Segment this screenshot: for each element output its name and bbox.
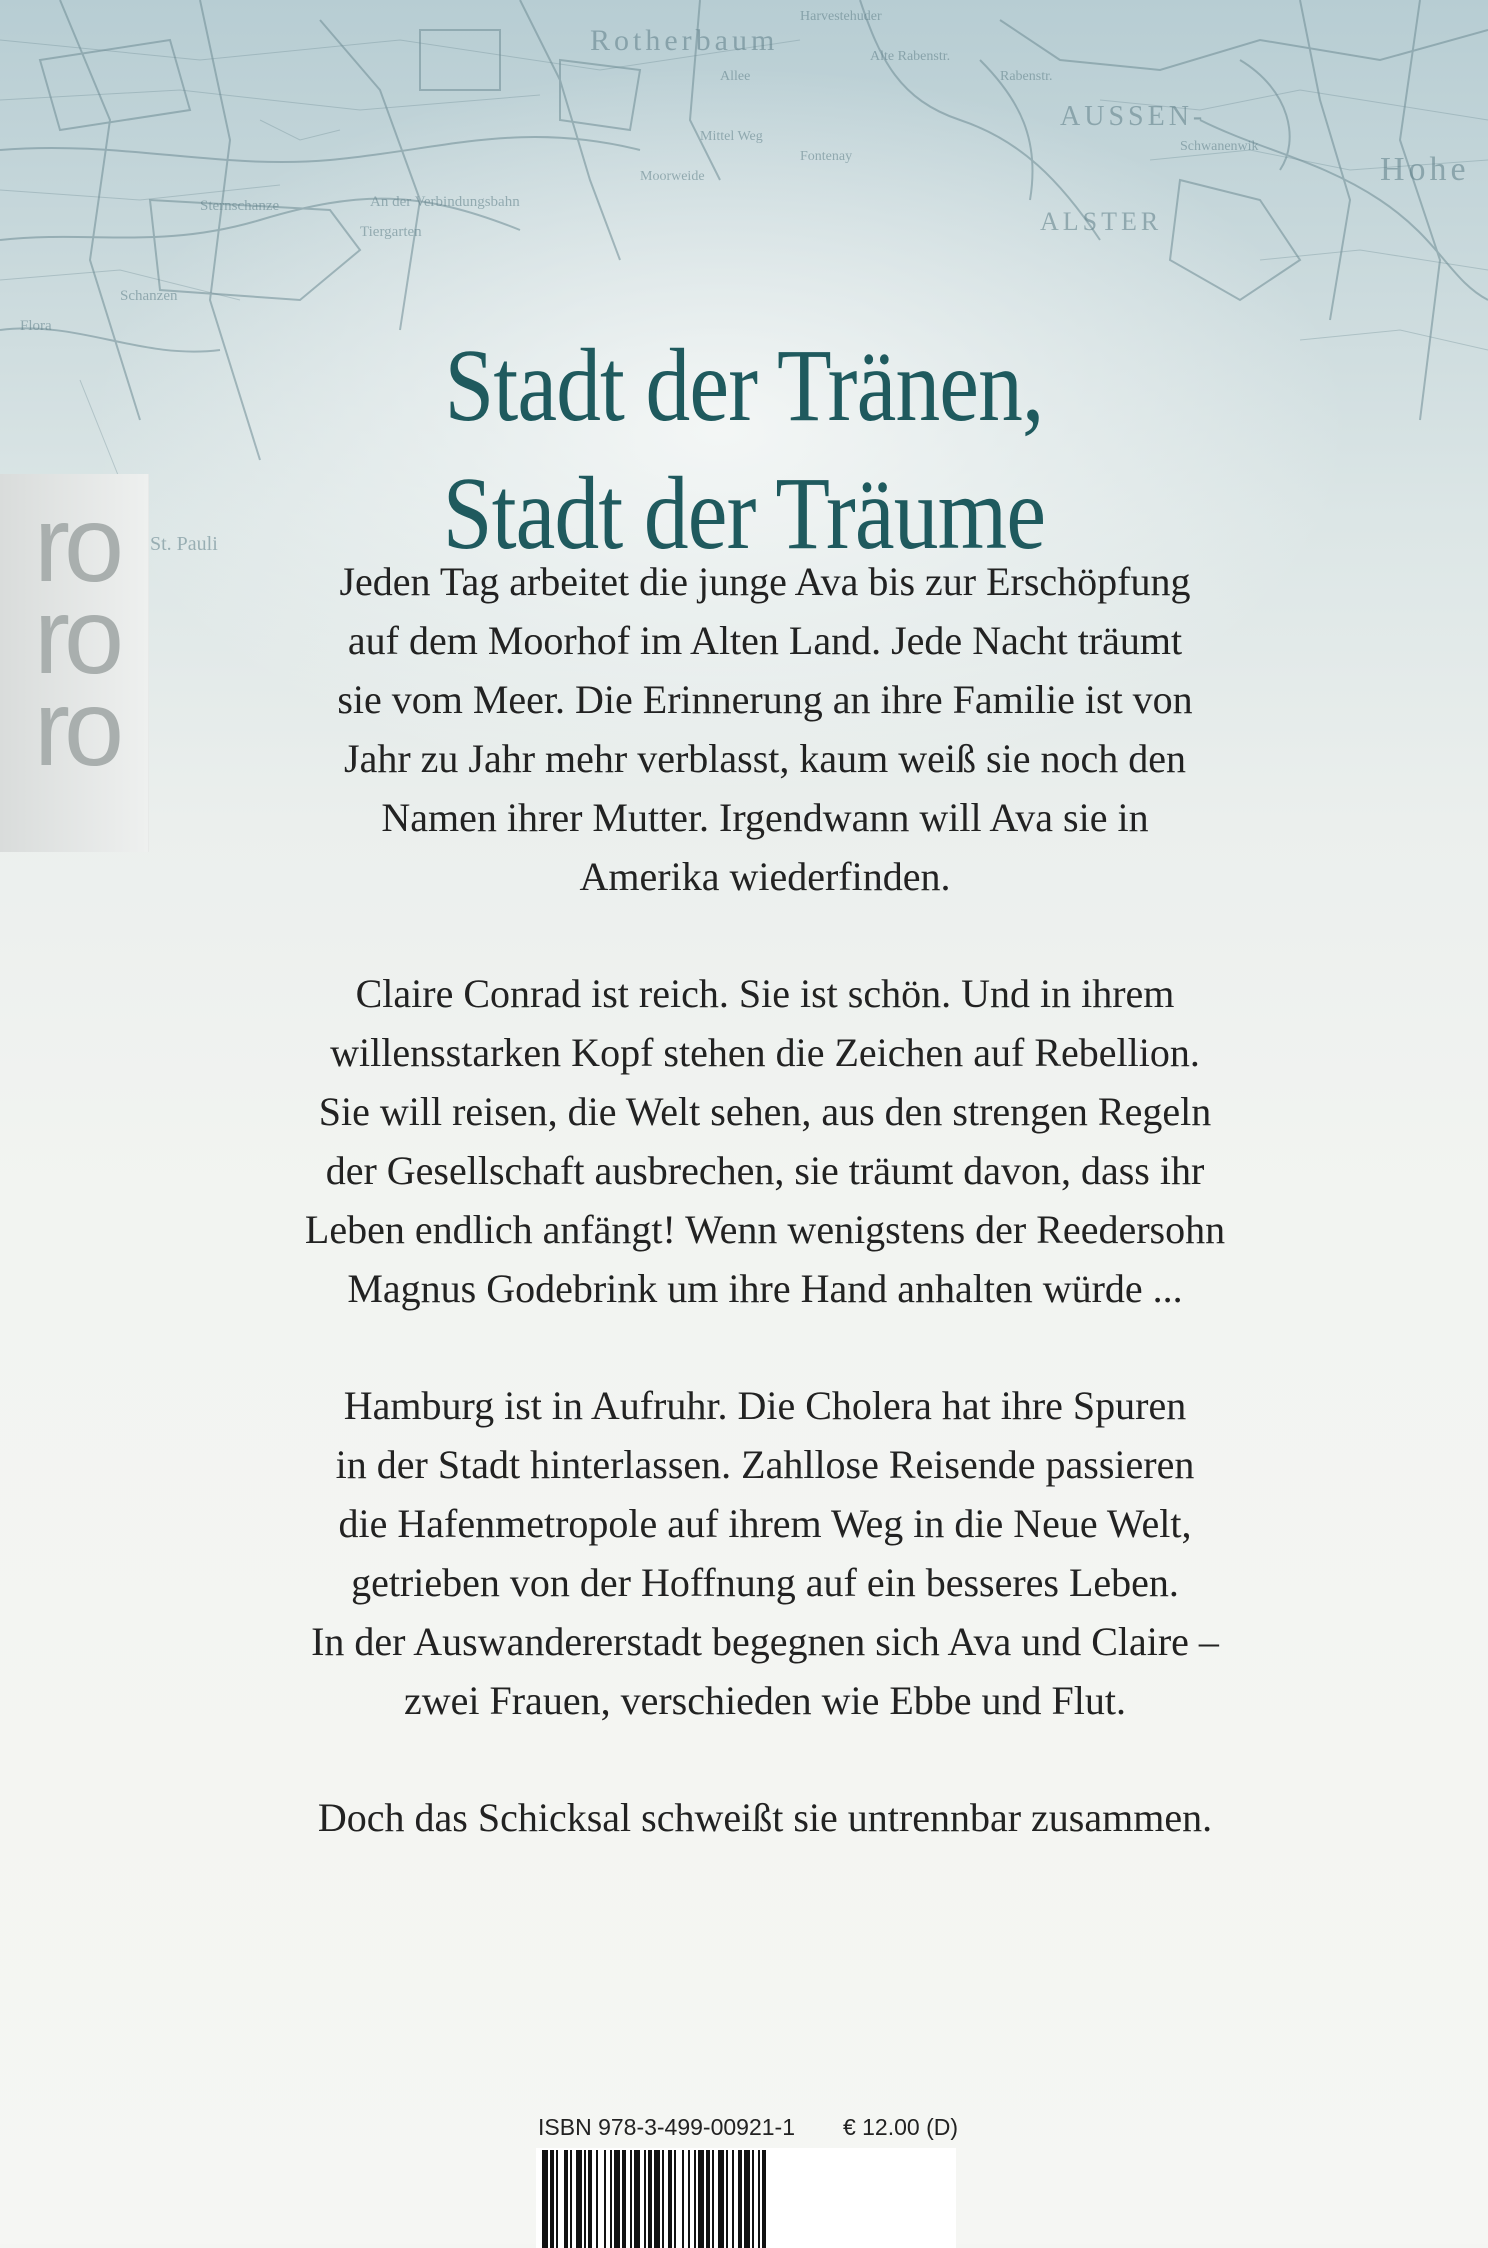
map-label-sternschanze: Sternschanze [200, 198, 280, 214]
barcode-bar [738, 2150, 742, 2248]
barcode-bar [596, 2150, 598, 2248]
barcode-bar [564, 2150, 568, 2248]
barcode-bar [668, 2150, 672, 2248]
barcode-bar [674, 2150, 676, 2248]
blurb-line: Sie will reisen, die Welt sehen, aus den strengen Regeln [318, 1089, 1212, 1134]
barcode-bar [718, 2150, 724, 2248]
map-label-schwanenwik: Schwanenwik [1180, 139, 1259, 154]
blurb-line: Leben endlich anfängt! Wenn wenigstens der Reedersohn [304, 1207, 1226, 1252]
barcode-bar [752, 2150, 754, 2248]
barcode-bar [550, 2150, 554, 2248]
barcode-bar [654, 2150, 660, 2248]
barcode-bar [712, 2150, 714, 2248]
barcode-bar [556, 2150, 558, 2248]
blurb-line: Magnus Godebrink um ihre Hand anhalten würde ... [347, 1266, 1183, 1311]
map-label-harvestehuder: Harvestehuder [800, 9, 882, 24]
barcode-bar [584, 2150, 586, 2248]
blurb-line: Hamburg ist in Aufruhr. Die Cholera hat ihre Spuren [343, 1383, 1187, 1428]
blurb-line: In der Auswandererstadt begegnen sich Ava und Claire – [311, 1619, 1219, 1664]
isbn-price-row [538, 2114, 958, 2141]
book-title-line-2: Stadt der Träume [442, 455, 1046, 571]
blurb-line: Jahr zu Jahr mehr verblasst, kaum weiß sie noch den [344, 736, 1186, 781]
barcode-bar [688, 2150, 690, 2248]
barcode-bar [630, 2150, 632, 2248]
book-title-line-1: Stadt der Tränen, [444, 327, 1044, 443]
barcode-bar [762, 2150, 766, 2248]
blurb-line: Doch das Schicksal schweißt sie untrennbar zusammen. [317, 1795, 1213, 1840]
map-label-allee: Allee [720, 69, 751, 84]
barcode-bar [570, 2150, 572, 2248]
barcode-bar [694, 2150, 696, 2248]
blurb-paragraph-hamburg [190, 1376, 1340, 1730]
blurb-text [190, 552, 1340, 1905]
barcode-bar [698, 2150, 704, 2248]
barcode-bar [706, 2150, 710, 2248]
blurb-line: Amerika wiederfinden. [579, 854, 951, 899]
map-label-verbindungsbahn: An der Verbindungsbahn [370, 194, 520, 210]
map-label-tiergarten: Tiergarten [360, 224, 422, 240]
blurb-line: Namen ihrer Mutter. Irgendwann will Ava sie in [381, 795, 1149, 840]
isbn-number: ISBN 978-3-499-00921-1 [538, 2114, 795, 2140]
barcode [536, 2148, 956, 2248]
barcode-bar [682, 2150, 684, 2248]
blurb-paragraph-closing [190, 1788, 1340, 1847]
blurb-line: in der Stadt hinterlassen. Zahllose Reisende passieren [335, 1442, 1195, 1487]
barcode-bar [634, 2150, 640, 2248]
barcode-bar [542, 2150, 548, 2248]
map-label-mittelweg: Mittel Weg [700, 129, 763, 144]
barcode-bar [744, 2150, 750, 2248]
barcode-bar [622, 2150, 626, 2248]
map-label-aussen: AUSSEN- [1060, 101, 1207, 132]
map-label-rotherbaum: Rotherbaum [590, 24, 779, 57]
barcode-bar [648, 2150, 652, 2248]
barcode-bar [610, 2150, 612, 2248]
blurb-line: Jeden Tag arbeitet die junge Ava bis zur Erschöpfung [339, 559, 1191, 604]
barcode-bar [614, 2150, 620, 2248]
blurb-line: auf dem Moorhof im Alten Land. Jede Nacht träumt [347, 618, 1183, 663]
barcode-bar [644, 2150, 646, 2248]
blurb-line: der Gesellschaft ausbrechen, sie träumt davon, dass ihr [325, 1148, 1205, 1193]
barcode-bar [662, 2150, 664, 2248]
map-label-flora: Flora [20, 318, 52, 334]
blurb-line: Claire Conrad ist reich. Sie ist schön. Und in ihrem [355, 971, 1175, 1016]
map-label-alte-rabenstr: Alte Rabenstr. [870, 49, 951, 64]
blurb-line: die Hafenmetropole auf ihrem Weg in die Neue Welt, [338, 1501, 1192, 1546]
blurb-paragraph-claire [190, 964, 1340, 1318]
map-label-hohe: Hohe [1380, 151, 1470, 188]
map-label-schanzen: Schanzen [120, 288, 178, 304]
barcode-bar [588, 2150, 592, 2248]
barcode-bar [576, 2150, 582, 2248]
rororo-logo [0, 474, 149, 852]
map-label-rabenstr: Rabenstr. [1000, 69, 1053, 84]
barcode-bar [758, 2150, 760, 2248]
barcode-bar [604, 2150, 606, 2248]
map-label-st-pauli: St. Pauli [150, 533, 218, 555]
barcode-bar [726, 2150, 728, 2248]
map-label-alster: ALSTER [1040, 207, 1163, 236]
barcode-bars [536, 2148, 956, 2248]
blurb-line: getrieben von der Hoffnung auf ein besseres Leben. [351, 1560, 1179, 1605]
map-label-moorweide: Moorweide [640, 169, 705, 184]
blurb-line: willensstarken Kopf stehen die Zeichen auf Rebellion. [330, 1030, 1200, 1075]
book-title [104, 322, 1384, 578]
barcode-bar [732, 2150, 734, 2248]
blurb-paragraph-ava [190, 552, 1340, 906]
price-label: € 12.00 (D) [842, 2114, 958, 2140]
rororo-logo-line-1: ro [34, 483, 119, 604]
blurb-line: sie vom Meer. Die Erinnerung an ihre Familie ist von [337, 677, 1193, 722]
map-label-fontenay: Fontenay [800, 149, 853, 164]
blurb-line: zwei Frauen, verschieden wie Ebbe und Flut. [403, 1678, 1126, 1723]
rororo-logo-line-3: ro [34, 667, 119, 788]
rororo-logo-line-2: ro [34, 575, 119, 696]
